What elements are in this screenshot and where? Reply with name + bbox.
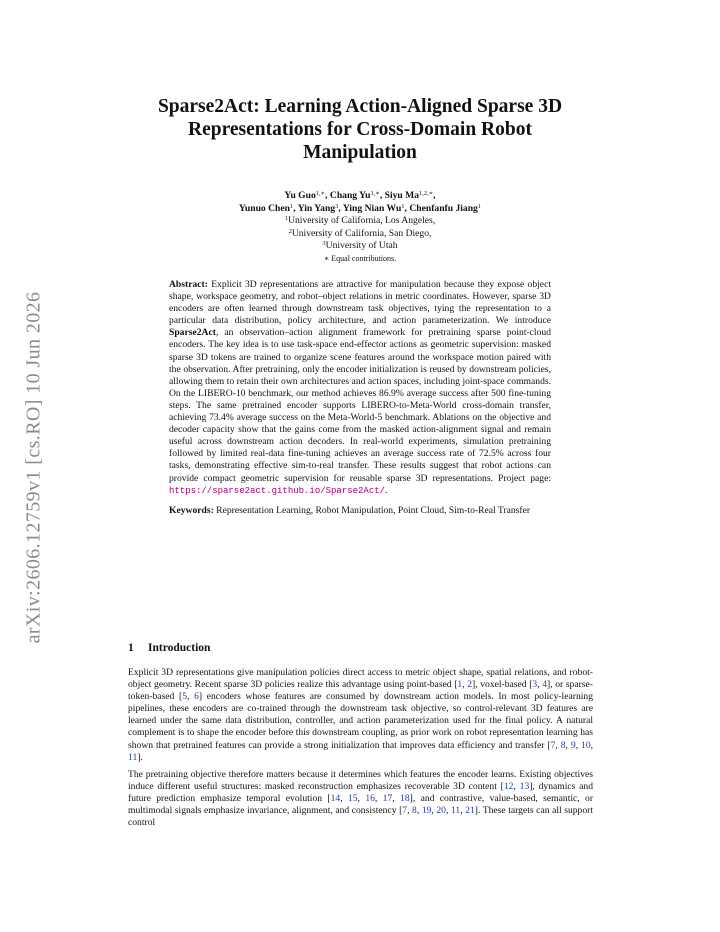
citation-link[interactable]: 8	[412, 805, 417, 817]
citation-link[interactable]: 12	[503, 780, 514, 792]
citation-link[interactable]: 19	[421, 805, 432, 817]
affiliation-2: $^2$University of California, San Diego,	[288, 227, 432, 239]
citation-link[interactable]: 9	[570, 739, 576, 751]
citation-link[interactable]: 4	[542, 679, 548, 691]
citation-link[interactable]: 18	[400, 792, 410, 804]
arxiv-identifier: arXiv:2606.12759v1 [cs.RO] 10 Jun 2026	[22, 291, 45, 643]
citation-link[interactable]: 15	[347, 792, 358, 804]
paper-title: Sparse2Act: Learning Action-Aligned Sparse 3D Representations for Cross-Domain Robot Manipulation	[157, 96, 563, 163]
citation-link[interactable]: 17	[382, 792, 393, 804]
project-page-link[interactable]: https://sparse2act.github.io/Sparse2Act/	[169, 485, 386, 496]
author-line-2: Yunuo Chen$^1$, Yin Yang$^3$, Ying Nian Wu$^1$, Chenfanfu Jiang$^1$	[238, 202, 482, 214]
citation-link[interactable]: 11	[128, 751, 138, 763]
author-line-1: Yu Guo$^{1,∗}$, Chang $Yu^{1,∗}$, Siyu $Ma^{1,2,∗}$,	[284, 190, 436, 201]
abstract	[169, 279, 551, 517]
citation-link[interactable]: 2	[467, 679, 473, 691]
citation-link[interactable]: 3	[532, 679, 538, 691]
citation-link[interactable]: 14	[330, 792, 341, 804]
citation-link[interactable]: 7	[550, 739, 556, 751]
citation-link[interactable]: 5	[182, 691, 188, 703]
affiliation-1: $^1$University of California, Los Angeles,	[284, 215, 436, 226]
citation-link[interactable]: 16	[365, 792, 375, 804]
intro-paragraph-2: The pretraining objective therefore matters because it determines which features the encoder learns. Existing objectives induce different useful structures: masked reconstruction emphasizes recoverable 3D content [12, 13], dynamics and future prediction emphasize temporal evolution [14, 15, 16, 17, 18], and contrastive, value-based, semantic, or multimodal signals emphasize invariance, alignment, and consistency [7, 8, 19, 20, 11, 21]. These targets can all support control	[128, 768, 594, 829]
citation-link[interactable]: 1	[457, 679, 463, 691]
citation-link[interactable]: 7	[402, 805, 408, 817]
citation-link[interactable]: 10	[581, 739, 591, 751]
section-heading-introduction: 1 Introduction	[128, 642, 211, 654]
citation-link[interactable]: 8	[560, 739, 566, 751]
citation-link[interactable]: 6	[194, 691, 199, 703]
citation-link[interactable]: 11	[450, 805, 461, 817]
citation-link[interactable]: 20	[436, 805, 446, 817]
intro-paragraph-1: Explicit 3D representations give manipulation policies direct access to metric object shape, spatial relations, and robot-object geometry. Recent sparse 3D policies realize this advantage using point-based [1, 2], voxel-based [3, 4], or sparse-token-based [5, 6] encoders whose features are consumed by downstream action models. In most policy-learning pipelines, these encoders are co-trained through the downstream task objective, so control-relevant 3D features are learned under the same data distribution, controller, and action parameterization used for the final policy. A natural complement is to shape the encoder before this downstream coupling, as prior work on robot representation learning has shown that pretrained features can provide a strong initialization that improves data efficiency and transfer [7, 8, 9, 10, 11].	[128, 667, 594, 763]
affiliation-3: $^3$University of Utah	[322, 240, 398, 251]
author-block	[128, 190, 592, 265]
abstract-paragraph: Abstract: Explicit 3D representations are attractive for manipulation because they expose object shape, workspace geometry, and robot–object relations in metric coordinates. However, sparse 3D encoders are often learned through downstream task objectives, tying the representation to a particular data distribution, policy architecture, and action parameterization. We introduce Sparse2Act, an observation–action alignment framework for pretraining sparse point-cloud encoders. The key idea is to use task-space end-effector actions as geometric supervision: masked sparse 3D tokens are trained to organize scene features around the workspace motion paired with the observation. After pretraining, only the encoder initialization is reused by downstream policies, allowing them to retain their own architectures and action spaces, including joint-space commands. On the LIBERO-10 benchmark, our method achieves 86.9% average success after 500 fine-tuning steps. The same pretrained encoder supports LIBERO-to-Meta-World cross-domain transfer, achieving 73.4% average success on the Meta-World-5 benchmark. Ablations on the objective and decoder capacity show that the gains come from the masked action-alignment signal and remain useful across downstream action decoders. In real-world experiments, simulation pretraining followed by limited real-data fine-tuning achieves an average success rate of 72.5% across four tasks, demonstrating effective sim-to-real transfer. These results suggest that robot actions can provide compact geometric supervision for reusable sparse 3D representations. Project page: https://sparse2act.github.io/Sparse2Act/.	[169, 279, 551, 496]
keywords-label: Keywords:	[169, 504, 214, 516]
equal-contribution-note: ∗ Equal contributions.	[323, 253, 397, 263]
method-name: Sparse2Act	[169, 327, 216, 339]
introduction-body	[128, 667, 593, 834]
citation-link[interactable]: 13	[519, 780, 530, 792]
abstract-label: Abstract:	[169, 279, 208, 290]
citation-link[interactable]: 21	[465, 805, 475, 817]
keywords: Keywords: Representation Learning, Robot Manipulation, Point Cloud, Sim-to-Real Transfer	[169, 504, 531, 516]
